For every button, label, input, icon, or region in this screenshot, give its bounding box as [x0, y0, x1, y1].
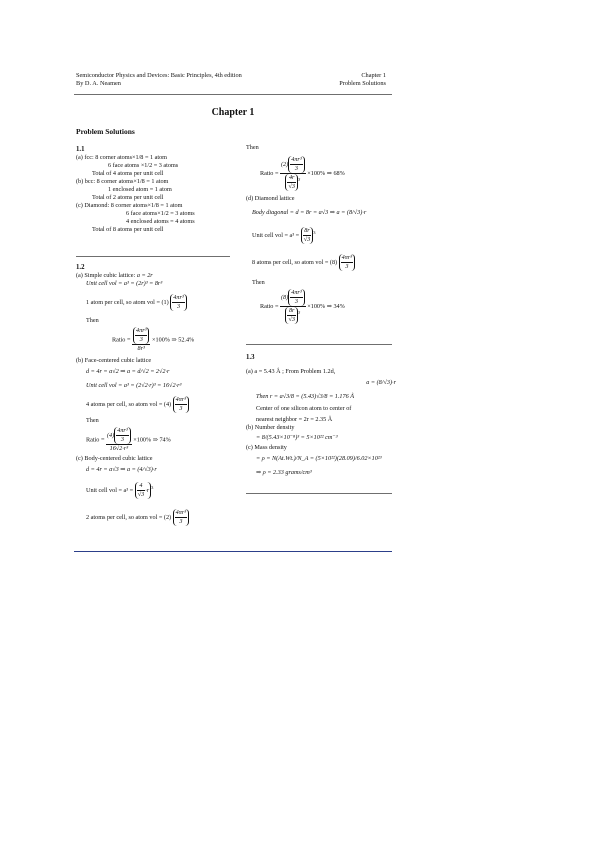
equation: ⇒ ρ = 2.33 grams/cm³: [256, 469, 312, 476]
ratio-result: ×100% ⇒ 68%: [307, 169, 345, 177]
text-line: Then: [246, 144, 259, 151]
text-line: 8 atoms per cell, so atom vol = (8): [252, 258, 338, 266]
equation: a = (8/√3)·r: [366, 379, 396, 386]
left-column: [76, 144, 236, 234]
text-line: 1 atom per cell, so atom vol = (1): [86, 298, 169, 306]
author: By D. A. Neamen: [76, 80, 121, 87]
header-section: Problem Solutions: [339, 80, 386, 87]
header-left: [76, 72, 242, 88]
equation: Body diagonal = d = 8r = a√3 ⇒ a = (8/√3)·r: [252, 209, 367, 216]
ratio-result: ×100% ⇒ 34%: [307, 302, 345, 310]
right-column: Then Ratio = (2) $\frac{\text{4πr³}}{3}$ $\frac{4r}{√3}$ $^3$ ×100% ⇒ 68% (d) Diamond lattice Body diagonal = d = 8r = a√3 ⇒ a = (8/√3)·r Unit cell vol = a³ = $\frac{8r}{√3}$ $^3$ 8 atoms per cell, so atom vol = (8) $\frac{\text{4πr³}}{3}$ Then Ratio = (8) $\frac{\text{4πr³}}{3}$ $\frac{8r}{√3}$ $^3$ ×100% ⇒ 34%: [246, 144, 396, 324]
equation: d = 4r = a√3 ⇒ a = (4/√3)·r: [86, 466, 157, 473]
text-line: Unit cell vol = a³ =: [86, 486, 134, 494]
page-subtitle: Problem Solutions: [76, 127, 135, 136]
problem-1-2-number: 1.2: [76, 264, 85, 271]
text-line: 4 atoms per cell, so atom vol = (4): [86, 400, 172, 408]
section-rule: [246, 344, 392, 345]
problem-1-3-number: 1.3: [246, 354, 255, 361]
ratio-label: Ratio =: [112, 336, 131, 344]
section-rule: [246, 493, 392, 494]
text-line: (c) Diamond: 8 corner atoms×1/8 = 1 atom: [76, 202, 183, 209]
text-line: Unit cell vol = a³ =: [252, 231, 300, 239]
header-chapter: Chapter 1: [361, 72, 386, 79]
equation: Unit cell vol = a³ = (2√2·r)³ = 16√2·r³: [86, 382, 182, 389]
left-column-1-2: 1.2 (a) Simple cubic lattice: a = 2r Unit cell vol = a³ = (2r)³ = 8r³ 1 atom per cell, so atom vol = (1) $\frac{\text{4πr³}}{3}$ Then Ratio = $\frac{\frac{\text{4πr³}}{3}}{\text{8r³}}$ ×100% ⇒ 52.4% (b) Face-centered cubic lattice d = 4r = a√2 ⇒ a = d/√2 = 2√2·r Unit cell vol = a³ = (2√2·r)³ = 16√2·r³ 4 atoms per cell, so atom vol = (4) $\frac{\text{4πr³}}{3}$ Then Ratio = (4) $\frac{\text{4πr³}}{3}$ 16√2·r³ ×100% ⇒ 74% (c) Body-centered cubic lattice d = 4r = a√3 ⇒ a = (4/√3)·r Unit cell vol = a³ = $\frac{4}{√3}$ ·r $^3$ 2 atoms per cell, so atom vol = (2) $\frac{\text{4πr³}}{3}$: [76, 262, 236, 526]
text-line: 6 face atoms×1/2 = 3 atoms: [126, 210, 195, 217]
equation: Unit cell vol = a³ = (2r)³ = 8r³: [86, 280, 163, 287]
section-rule: [76, 256, 230, 257]
text-line: Total of 8 atoms per unit cell: [92, 226, 164, 233]
text-line: Total of 2 atoms per unit cell: [92, 194, 164, 201]
text-line: Then: [86, 317, 99, 324]
text-line: (a) fcc: 8 corner atoms×1/8 = 1 atom: [76, 154, 167, 161]
text-line: (c) Mass density: [246, 444, 287, 451]
text-line: 1 enclosed atom = 1 atom: [108, 186, 172, 193]
text-line: (b) Number density: [246, 424, 295, 431]
text-line: (b) Face-centered cubic lattice: [76, 357, 152, 364]
text-line: Center of one silicon atom to center of: [256, 405, 352, 412]
page-title: Chapter 1: [211, 107, 255, 118]
text-line: (c) Body-centered cubic lattice: [76, 455, 153, 462]
text-line: 4 enclosed atoms = 4 atoms: [126, 218, 195, 225]
text-line: Then: [86, 417, 99, 424]
equation: = 8/(5.43×10⁻⁸)³ = 5×10²² cm⁻³: [256, 434, 338, 441]
text-line: (a) a = 5.43 Å ; From Problem 1.2d,: [246, 368, 336, 375]
ratio-label: Ratio =: [260, 302, 279, 310]
text-line: (a) Simple cubic lattice:: [76, 272, 136, 279]
equation: = ρ = N(At.Wt.)/N_A = (5×10²²)(28.09)/6.02×10²³: [256, 455, 382, 462]
equation: d = 4r = a√2 ⇒ a = d/√2 = 2√2·r: [86, 368, 170, 375]
ratio-label: Ratio =: [86, 436, 105, 444]
header-right: [339, 72, 386, 88]
ratio-label: Ratio =: [260, 169, 279, 177]
text-line: (d) Diamond lattice: [246, 195, 295, 202]
ratio-result: ×100% ⇒ 52.4%: [152, 336, 195, 344]
book-title: Semiconductor Physics and Devices: Basic Principles, 4th edition: [76, 72, 242, 79]
page-bottom-rule: [74, 551, 392, 552]
equation: Then r = a√3/8 = (5.43)√3/8 = 1.176 Å: [256, 393, 355, 400]
text-line: (b) bcc: 8 corner atoms×1/8 = 1 atom: [76, 178, 169, 185]
right-column-1-3: [246, 352, 396, 477]
text-line: nearest neighbor = 2r = 2.35 Å: [256, 416, 333, 423]
text-line: Total of 4 atoms per unit cell: [92, 170, 164, 177]
equation: a = 2r: [136, 272, 153, 279]
ratio-result: ×100% ⇒ 74%: [133, 436, 171, 444]
text-line: 2 atoms per cell, so atom vol = (2): [86, 513, 172, 521]
problem-1-1-number: 1.1: [76, 146, 85, 153]
header-rule: [74, 94, 392, 95]
text-line: Then: [252, 279, 265, 286]
text-line: 6 face atoms ×1/2 = 3 atoms: [108, 162, 179, 169]
